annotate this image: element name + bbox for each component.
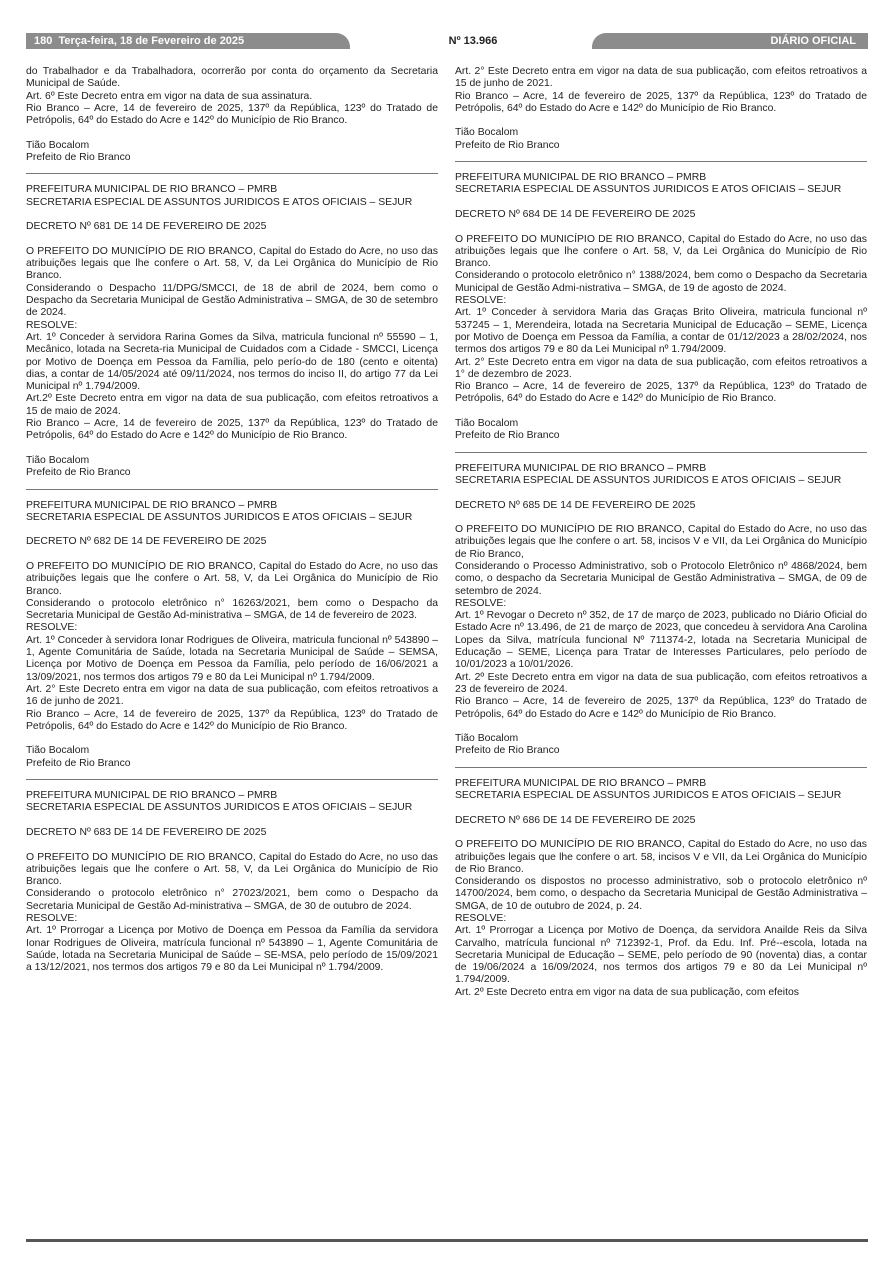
paragraph: Art. 1º Conceder à servidora Ionar Rodrigues de Oliveira, matricula funcional nº 543890 – 1, Agente Comunitária de Saúde, lotada na Secretaria Municipal de Saúde – SEMSA, Licença por Motivo de Doença em Pessoa da Família, pelo período de 16/06/2021 a 13/09/2021, nos termos dos artigos 79 e 80 da Lei Municipal nº 1.794/2009. [26,634,438,683]
paragraph: O PREFEITO DO MUNICÍPIO DE RIO BRANCO, Capital do Estado do Acre, no uso das atribuições legais que lhe confere o Art. 58, V, da Lei Orgânica do Município de Rio Branco. [26,245,438,282]
footer-rule [26,1239,868,1242]
paragraph: Rio Branco – Acre, 14 de fevereiro de 2025, 137º da República, 123º do Tratado de Petrópolis, 64º do Estado do Acre e 142º do Município de Rio Branco. [455,696,867,720]
paragraph: O PREFEITO DO MUNICÍPIO DE RIO BRANCO, Capital do Estado do Acre, no uso das atribuições legais que lhe confere o Art. 58, V, da Lei Orgânica do Município de Rio Branco. [455,233,867,270]
paragraph: Art. 1º Prorrogar a Licença por Motivo de Doença, da servidora Anailde Reis da Silva Carvalho, matrícula funcional nº 712392-1, Prof. da Edu. Inf. Pré--escola, lotada na Secretaria Municipal de Educação – SEME, pelo período de 90 (noventa) dias, a contar de 19/06/2024 a 16/09/2024, nos termos dos artigos 79 e 80 da Lei Municipal nº 1.794/2009. [455,925,867,986]
paragraph: Art. 1º Revogar o Decreto nº 352, de 17 de março de 2023, publicado no Diário Oficial do Estado Acre nº 13.496, de 21 de março de 2023, que concedeu à servidora Ana Carolina Lopes da Silva, matrícula funcional Nº 711374-2, lotada na Secretaria Municipal de Educação – SEME, Licença para Tratar de Interesses Particulares, pelo período de 10/01/2023 a 10/01/2026. [455,610,867,671]
signature-title: Prefeito de Rio Branco [455,139,560,151]
signature-name: Tião Bocalom [455,127,519,139]
issue-number: Nº 13.966 [448,35,498,47]
signature-name: Tião Bocalom [26,454,90,466]
decree-title: DECRETO Nº 685 DE 14 DE FEVEREIRO DE 2025 [455,499,696,511]
signature-title: Prefeito de Rio Branco [455,745,560,757]
org-name: PREFEITURA MUNICIPAL DE RIO BRANCO – PMRB [455,172,707,184]
paragraph: Art. 6º Este Decreto entra em vigor na data de sua assinatura. [26,90,313,102]
signature-title: Prefeito de Rio Branco [26,467,131,479]
paragraph: Rio Branco – Acre, 14 de fevereiro de 2025, 137º da República, 123º do Tratado de Petrópolis, 64º do Estado do Acre e 142º do Município de Rio Branco. [26,418,438,442]
org-secretariat: SECRETARIA ESPECIAL DE ASSUNTOS JURIDICOS E ATOS OFICIAIS – SEJUR [455,184,842,196]
decree-title: DECRETO Nº 681 DE 14 DE FEVEREIRO DE 2025 [26,221,267,233]
header-left-tab [26,33,326,49]
paragraph: Considerando o Processo Administrativo, sob o Protocolo Eletrônico nº 4868/2024, bem como, o despacho da Secretaria Municipal de Gestão Administrativa – SMGA, de 09 de setembro de 2024. [455,560,867,597]
decree-title: DECRETO Nº 682 DE 14 DE FEVEREIRO DE 2025 [26,536,267,548]
decree-title: DECRETO Nº 683 DE 14 DE FEVEREIRO DE 2025 [26,826,267,838]
issue-date: Terça-feira, 18 de Fevereiro de 2025 [58,35,245,47]
paragraph: Rio Branco – Acre, 14 de fevereiro de 2025, 137º da República, 123º do Tratado de Petrópolis, 64º do Estado do Acre e 142º do Município de Rio Branco. [26,708,438,732]
signature-name: Tião Bocalom [455,733,519,745]
paragraph: Art.2º Este Decreto entra em vigor na data de sua publicação, com efeitos retroativos a 15 de maio de 2024. [26,393,438,417]
section-divider [455,452,867,453]
paragraph: O PREFEITO DO MUNICÍPIO DE RIO BRANCO, Capital do Estado do Acre, no uso das atribuições legais que lhe confere o art. 58, incisos V e VII, da Lei Orgânica do Município de Rio Branco. [455,839,867,875]
paragraph: RESOLVE: [455,295,507,307]
paragraph: Art. 1º Conceder à servidora Rarina Gomes da Silva, matricula funcional nº 55590 – 1, Mecânico, lotada na Secreta-ria Municipal de Cuidados com a Cidade - SMCCI, Licença por Motivo de Doença em Pessoa da Família, pelo perío-do de 180 (cento e oitenta) dias, a contar de 14/05/2024 até 09/11/2024, nos termos do inciso II, do artigo 77 da Lei Municipal nº 1.794/2009. [26,331,438,393]
org-secretariat: SECRETARIA ESPECIAL DE ASSUNTOS JURIDICOS E ATOS OFICIAIS – SEJUR [26,802,413,814]
org-name: PREFEITURA MUNICIPAL DE RIO BRANCO – PMRB [455,777,707,789]
paragraph: Considerando o Despacho 11/DPG/SMCCI, de 18 de abril de 2024, bem como o Despacho da Secretaria Municipal de Gestão Administrativa – SMGA, de 30 de setembro de 2024. [26,282,438,319]
org-secretariat: SECRETARIA ESPECIAL DE ASSUNTOS JURIDICOS E ATOS OFICIAIS – SEJUR [26,196,413,208]
paragraph: Art. 2° Este Decreto entra em vigor na data de sua publicação, com efeitos retroativos a 1° de dezembro de 2023. [455,356,867,380]
left-column [26,66,438,974]
paragraph: RESOLVE: [26,913,78,924]
paragraph: RESOLVE: [26,622,78,634]
paragraph: do Trabalhador e da Trabalhadora, ocorrerão por conta do orçamento da Secretaria Municipal de Saúde. [26,66,438,90]
paragraph: Art. 1º Conceder à servidora Maria das Graças Brito Oliveira, matricula funcional nº 537245 – 1, Merendeira, lotada na Secretaria Municipal de Educação – SEME, Licença por Motivo de Doença em Pessoa da Família, a contar de 01/12/2023 a 28/02/2024, nos termos dos artigos 79 e 80 da Lei Municipal nº 1.794/2009. [455,307,867,356]
section-divider [455,161,867,162]
paragraph: Considerando o protocolo eletrônico n° 27023/2021, bem como o Despacho da Secretaria Municipal de Gestão Ad-ministrativa – SMGA, de 30 de outubro de 2024. [26,888,438,912]
signature-name: Tião Bocalom [26,745,90,757]
section-divider [26,779,438,780]
paragraph: RESOLVE: [455,913,507,924]
paragraph: RESOLVE: [26,319,78,331]
org-name: PREFEITURA MUNICIPAL DE RIO BRANCO – PMRB [26,499,278,511]
paragraph: Rio Branco – Acre, 14 de fevereiro de 2025, 137º da República, 123º do Tratado de Petrópolis, 64º do Estado do Acre e 142º do Município de Rio Branco. [26,102,438,127]
section-divider [455,767,867,768]
signature-title: Prefeito de Rio Branco [26,757,131,769]
paragraph: Considerando o protocolo eletrônico n° 1388/2024, bem como o Despacho da Secretaria Municipal de Gestão Admi-nistrativa – SMGA, de 19 de agosto de 2024. [455,270,867,294]
paragraph: Art. 1º Prorrogar a Licença por Motivo de Doença em Pessoa da Família da servidora Ionar Rodrigues de Oliveira, matrícula funcional nº 543890 – 1, Agente Comunitária de Saúde, lotada na Secretaria Municipal de Saúde – SE-MSA, pelo período de 15/09/2021 a 13/12/2021, nos termos dos artigos 79 e 80 da Lei Municipal nº 1.794/2009. [26,925,438,974]
org-name: PREFEITURA MUNICIPAL DE RIO BRANCO – PMRB [26,790,278,802]
paragraph: O PREFEITO DO MUNICÍPIO DE RIO BRANCO, Capital do Estado do Acre, no uso das atribuições legais que lhe confere o art. 58, incisos V e VII, da Lei Orgânica do Município de Rio Branco, [455,524,867,560]
publication-name: DIÁRIO OFICIAL [608,33,868,49]
paragraph: RESOLVE: [455,597,507,609]
paragraph: Rio Branco – Acre, 14 de fevereiro de 2025, 137º da República, 123º do Tratado de Petrópolis, 64º do Estado do Acre e 142º do Município de Rio Branco. [455,381,867,405]
paragraph: O PREFEITO DO MUNICÍPIO DE RIO BRANCO, Capital do Estado do Acre, no uso das atribuições legais que lhe confere o Art. 58, V, da Lei Orgânica do Município de Rio Branco. [26,851,438,888]
signature-name: Tião Bocalom [455,418,519,430]
section-divider [26,173,438,174]
org-name: PREFEITURA MUNICIPAL DE RIO BRANCO – PMRB [455,462,707,474]
org-secretariat: SECRETARIA ESPECIAL DE ASSUNTOS JURIDICOS E ATOS OFICIAIS – SEJUR [455,474,842,486]
page-header [26,33,868,49]
org-secretariat: SECRETARIA ESPECIAL DE ASSUNTOS JURIDICOS E ATOS OFICIAIS – SEJUR [455,790,842,802]
decree-title: DECRETO Nº 686 DE 14 DE FEVEREIRO DE 2025 [455,814,696,826]
paragraph: Considerando os dispostos no processo administrativo, sob o protocolo eletrônico nº 14700/2024, bem como, o despacho da Secretaria Municipal de Gestão Administrativa – SMGA, de 10 de outubro de 2024, p. 24. [455,876,867,912]
signature-name: Tião Bocalom [26,139,90,151]
section-divider [26,489,438,490]
paragraph: Art. 2º Este Decreto entra em vigor na data de sua publicação, com efeitos [455,986,799,998]
org-name: PREFEITURA MUNICIPAL DE RIO BRANCO – PMRB [26,184,278,196]
signature-title: Prefeito de Rio Branco [26,152,131,164]
paragraph: O PREFEITO DO MUNICÍPIO DE RIO BRANCO, Capital do Estado do Acre, no uso das atribuições legais que lhe confere o Art. 58, V, da Lei Orgânica do Município de Rio Branco. [26,560,438,597]
right-column [455,66,867,999]
paragraph: Rio Branco – Acre, 14 de fevereiro de 2025, 137º da República, 123º do Tratado de Petrópolis, 64º do Estado do Acre e 142º do Município de Rio Branco. [455,90,867,114]
paragraph: Considerando o protocolo eletrônico n° 16263/2021, bem como o Despacho da Secretaria Municipal de Gestão Ad-ministrativa – SMGA, de 14 de fevereiro de 2023. [26,597,438,622]
page-number: 180 [34,35,53,47]
decree-title: DECRETO Nº 684 DE 14 DE FEVEREIRO DE 2025 [455,208,696,220]
paragraph: Art. 2º Este Decreto entra em vigor na data de sua publicação, com efeitos retroativos a 23 de fevereiro de 2024. [455,671,867,695]
org-secretariat: SECRETARIA ESPECIAL DE ASSUNTOS JURIDICOS E ATOS OFICIAIS – SEJUR [26,511,413,523]
signature-title: Prefeito de Rio Branco [455,430,560,442]
paragraph: Art. 2° Este Decreto entra em vigor na data de sua publicação, com efeitos retroativos a 16 de junho de 2021. [26,683,438,708]
paragraph: Art. 2° Este Decreto entra em vigor na data de sua publicação, com efeitos retroativos a 15 de junho de 2021. [455,66,867,90]
